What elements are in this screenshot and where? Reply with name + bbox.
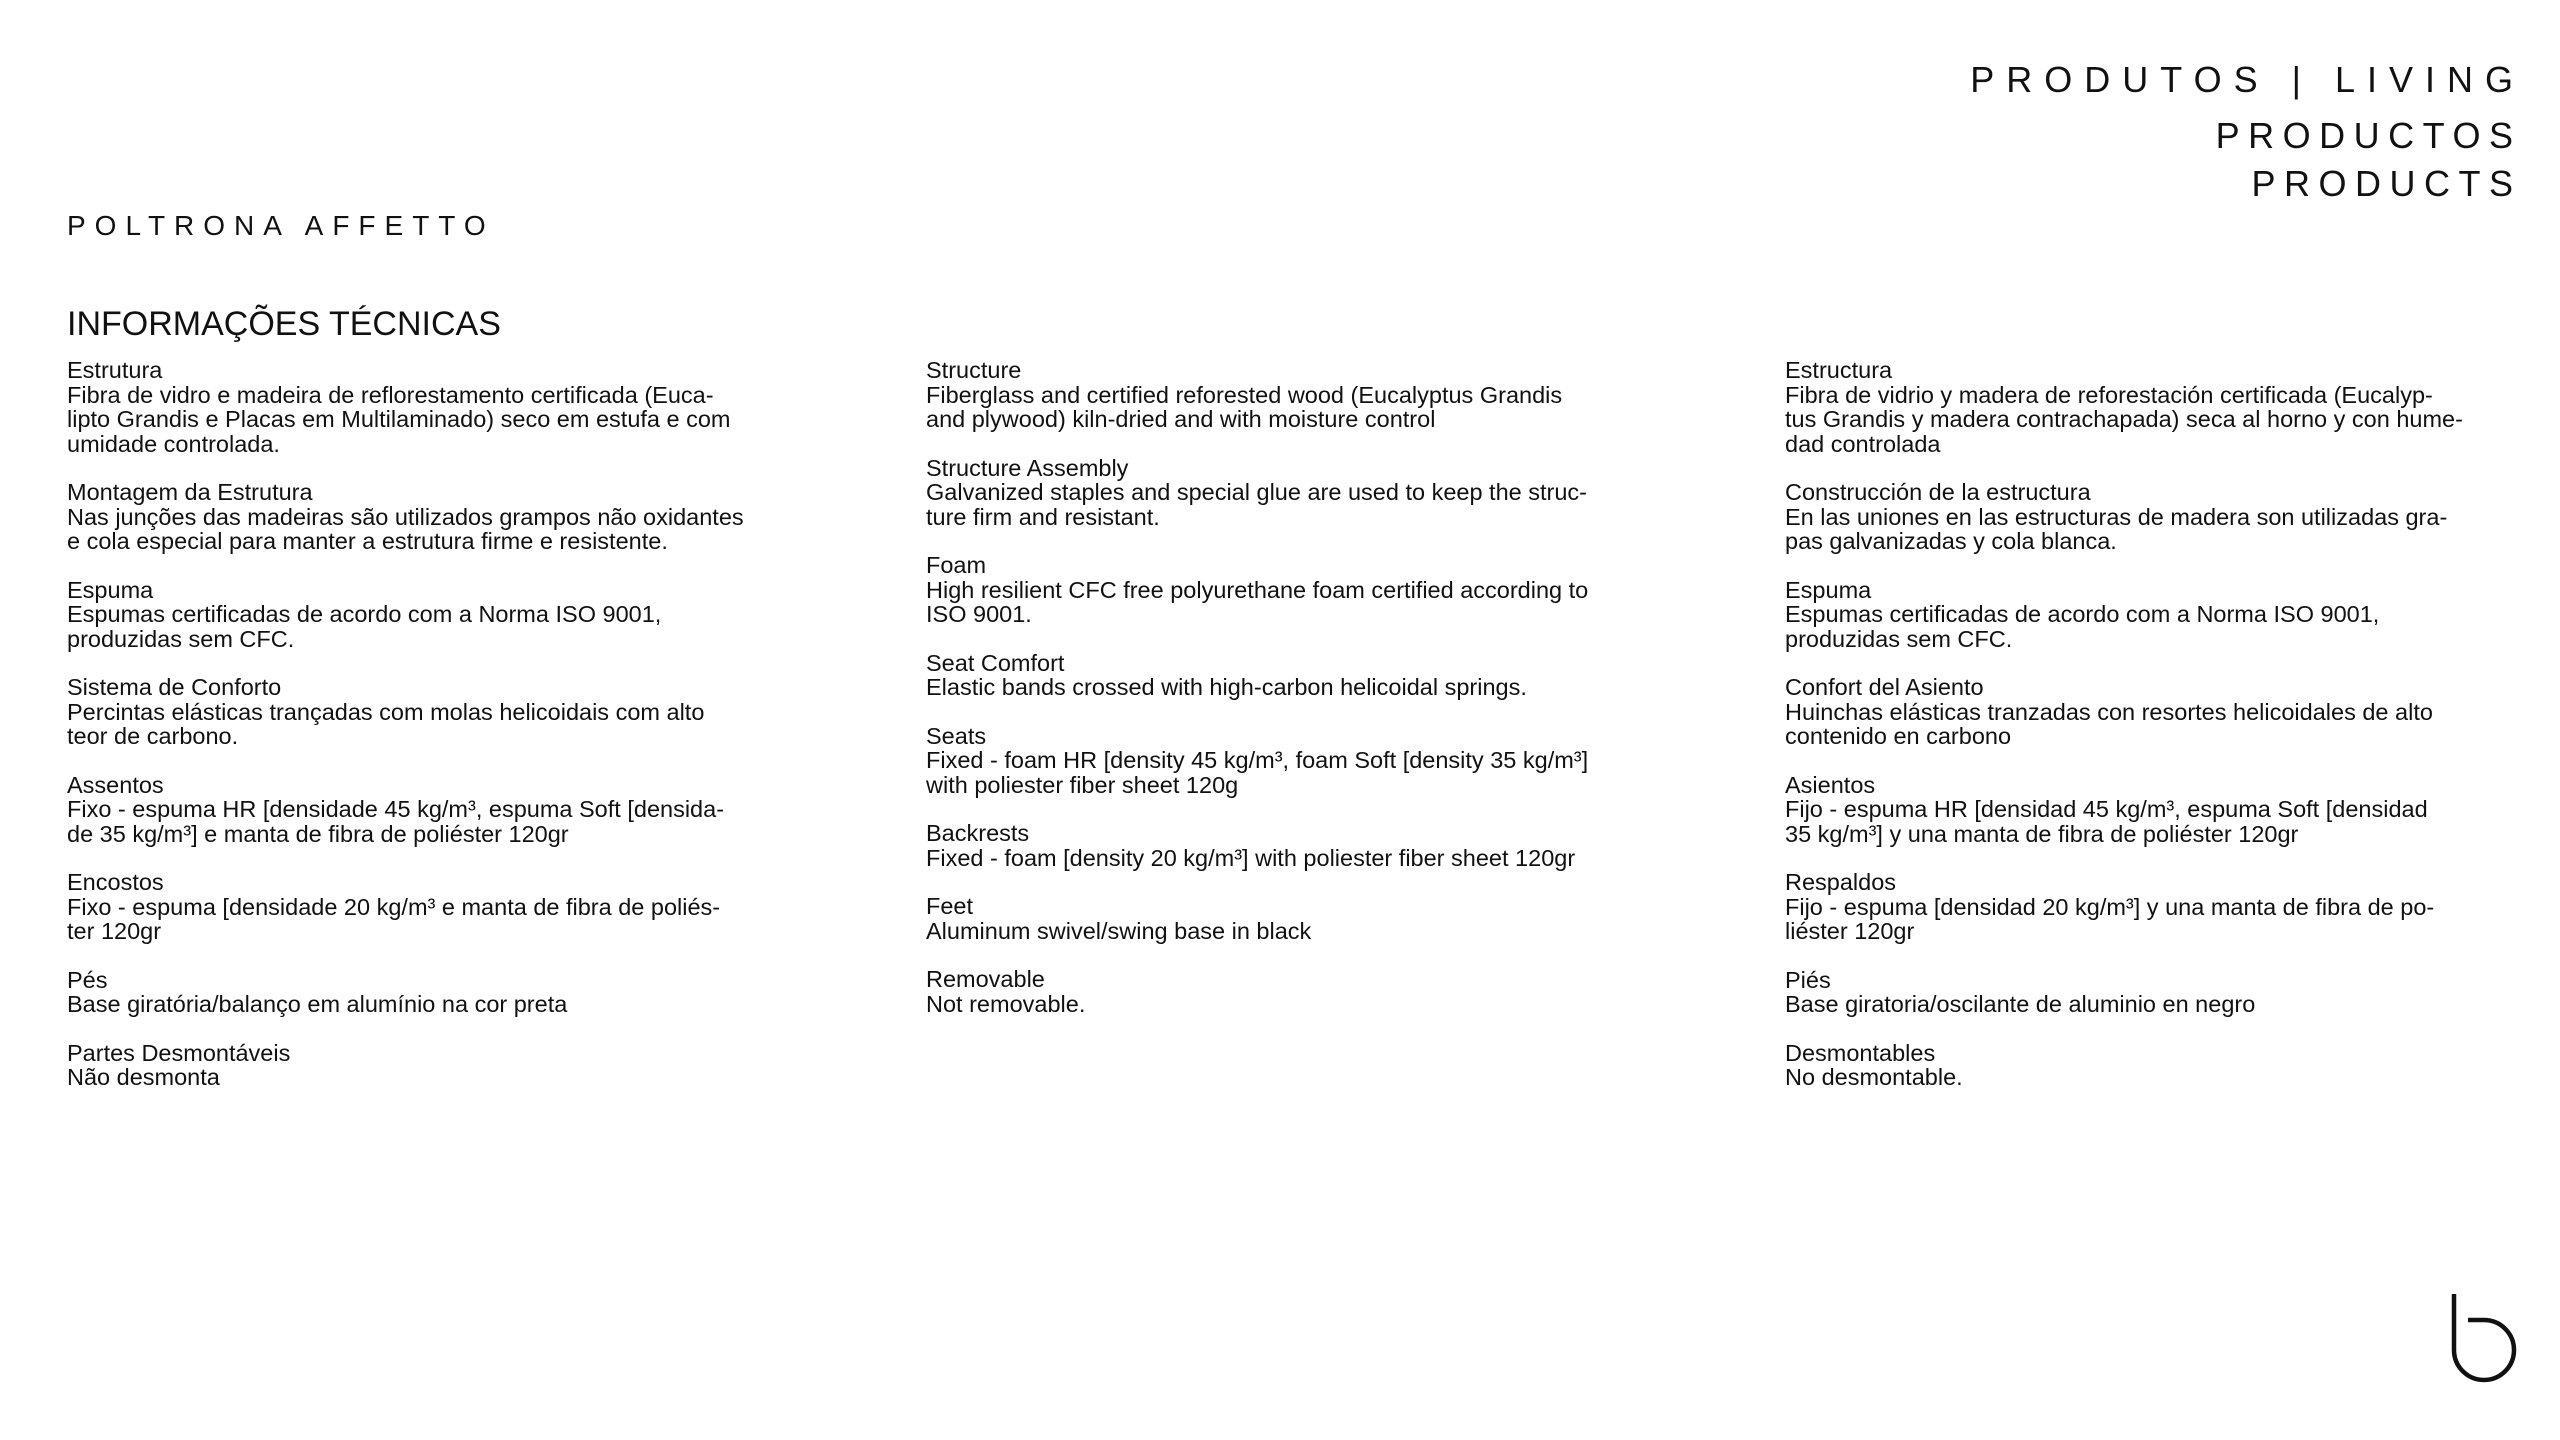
spec-text-line: Elastic bands crossed with high-carbon helicoidal springs. (926, 674, 1527, 700)
spec-text-line: and plywood) kiln-dried and with moisture control (926, 406, 1436, 432)
spec-text-line: teor de carbono. (67, 723, 239, 749)
spec-title: Structure (926, 357, 1022, 383)
spec-title: Removable (926, 966, 1045, 992)
spec-text-line: ture firm and resistant. (926, 503, 1160, 530)
spec-text-line: lipto Grandis e Placas em Multilaminado) seco em estufa e com (67, 406, 731, 432)
spec-text-line: produzidas sem CFC. (67, 625, 295, 652)
spec-title: Assentos (67, 771, 164, 798)
spec-text-line: Base giratória/balanço em alumínio na cor preta (67, 991, 568, 1017)
spec-item (1785, 480, 2545, 554)
spec-title: Montagem da Estrutura (67, 479, 313, 505)
spec-title: Piés (1785, 966, 1831, 993)
spec-text-line: Fijo - espuma HR [densidad 45 kg/m³, espuma Soft [densidad (1785, 796, 2428, 822)
spec-item (926, 967, 1686, 1016)
specs-column-portuguese (67, 358, 827, 1114)
spec-title: Construcción de la estructura (1785, 479, 2091, 505)
spec-item (926, 456, 1686, 530)
spec-text-line: 35 kg/m³] y una manta de fibra de poliéster 120gr (1785, 820, 2299, 847)
spec-title: Encostos (67, 869, 164, 895)
page-header (1970, 52, 2525, 208)
spec-text-line: Huinchas elásticas tranzadas con resortes helicoidales de alto (1785, 698, 2433, 725)
header-title: PRODUTOS | LIVING (1970, 59, 2525, 100)
spec-item (67, 968, 827, 1017)
spec-text-line: contenido en carbono (1785, 723, 2012, 749)
spec-text-line: Fibra de vidro e madeira de reflorestamento certificada (Euca- (67, 381, 714, 408)
spec-title: Sistema de Conforto (67, 674, 282, 700)
spec-item (1785, 773, 2545, 847)
spec-text-line: Fixo - espuma [densidade 20 kg/m³ e manta de fibra de poliés- (67, 893, 721, 920)
spec-text-line: pas galvanizadas y cola blanca. (1785, 528, 2117, 554)
specs-column-spanish (1785, 358, 2545, 1114)
spec-text-line: Fijo - espuma [densidad 20 kg/m³] y una manta de fibra de po- (1785, 893, 2435, 920)
spec-item (926, 553, 1686, 627)
section-title: INFORMAÇÕES TÉCNICAS (67, 305, 501, 343)
spec-item (67, 358, 827, 456)
spec-item (67, 578, 827, 652)
spec-title: Espuma (67, 576, 154, 603)
spec-text-line: Fixo - espuma HR [densidade 45 kg/m³, espuma Soft [densida- (67, 796, 725, 822)
spec-text-line: Fixed - foam [density 20 kg/m³] with poliester fiber sheet 120gr (926, 844, 1576, 871)
spec-text-line: Base giratoria/oscilante de aluminio en negro (1785, 991, 2256, 1017)
spec-text-line: Não desmonta (67, 1064, 220, 1090)
spec-title: Backrests (926, 820, 1030, 846)
spec-title: Pés (67, 966, 108, 993)
spec-title: Estructura (1785, 357, 1893, 383)
spec-item (1785, 968, 2545, 1017)
spec-text-line: Aluminum swivel/swing base in black (926, 917, 1312, 944)
spec-text-line: produzidas sem CFC. (1785, 625, 2013, 652)
spec-title: Seat Comfort (926, 649, 1065, 676)
spec-text-line: Not removable. (926, 990, 1086, 1017)
spec-text-line: liéster 120gr (1785, 918, 1915, 944)
spec-text-line: tus Grandis y madera contrachapada) seca al horno y con hume- (1785, 406, 2463, 432)
spec-item (67, 773, 827, 847)
spec-item (926, 724, 1686, 798)
spec-item (1785, 675, 2545, 749)
spec-title: Respaldos (1785, 869, 1897, 895)
spec-title: Espuma (1785, 576, 1872, 603)
spec-item (67, 1041, 827, 1090)
spec-text-line: High resilient CFC free polyurethane foam certified according to (926, 576, 1589, 603)
spec-title: Estrutura (67, 357, 163, 383)
spec-text-line: Fiberglass and certified reforested wood (Eucalyptus Grandis (926, 381, 1563, 408)
spec-title: Structure Assembly (926, 454, 1129, 481)
spec-item (1785, 358, 2545, 456)
spec-text-line: Nas junções das madeiras são utilizados grampos não oxidantes (67, 503, 744, 530)
spec-item (1785, 578, 2545, 652)
spec-text-line: e cola especial para manter a estrutura firme e resistente. (67, 528, 668, 554)
spec-title: Desmontables (1785, 1039, 1936, 1066)
spec-item (926, 651, 1686, 700)
product-name: POLTRONA AFFETTO (67, 210, 495, 241)
spec-text-line: Espumas certificadas de acordo com a Norma ISO 9001, (67, 601, 662, 627)
spec-title: Foam (926, 552, 987, 578)
specs-column-english (926, 358, 1686, 1040)
spec-item (67, 675, 827, 749)
brand-b-logo-icon (2448, 1292, 2524, 1384)
spec-text-line: Fibra de vidrio y madera de reforestación certificada (Eucalyp- (1785, 381, 2433, 408)
spec-text-line: ter 120gr (67, 918, 162, 944)
spec-title: Partes Desmontáveis (67, 1039, 291, 1066)
spec-item (1785, 1041, 2545, 1090)
spec-text-line: umidade controlada. (67, 430, 280, 457)
spec-text-line: Fixed - foam HR [density 45 kg/m³, foam Soft [density 35 kg/m³] (926, 747, 1589, 773)
spec-text-line: Galvanized staples and special glue are used to keep the struc- (926, 479, 1588, 505)
spec-text-line: Percintas elásticas trançadas com molas helicoidais com alto (67, 698, 705, 725)
spec-item (926, 894, 1686, 943)
spec-title: Confort del Asiento (1785, 674, 1984, 700)
spec-title: Feet (926, 893, 974, 919)
spec-text-line: dad controlada (1785, 430, 1941, 457)
header-subtitle-en: PRODUCTS (2251, 163, 2522, 204)
spec-text-line: Espumas certificadas de acordo com a Norma ISO 9001, (1785, 601, 2380, 627)
spec-item (926, 358, 1686, 432)
spec-title: Seats (926, 722, 987, 749)
spec-text-line: with poliester fiber sheet 120g (926, 771, 1239, 798)
header-subtitle-es: PRODUCTOS (2215, 115, 2522, 156)
spec-text-line: de 35 kg/m³] e manta de fibra de poliéster 120gr (67, 820, 569, 847)
spec-text-line: No desmontable. (1785, 1064, 1963, 1090)
spec-text-line: En las uniones en las estructuras de madera son utilizadas gra- (1785, 503, 2448, 530)
spec-title: Asientos (1785, 771, 1876, 798)
spec-item (67, 480, 827, 554)
spec-item (1785, 870, 2545, 944)
spec-item (67, 870, 827, 944)
spec-item (926, 821, 1686, 870)
spec-text-line: ISO 9001. (926, 601, 1032, 627)
